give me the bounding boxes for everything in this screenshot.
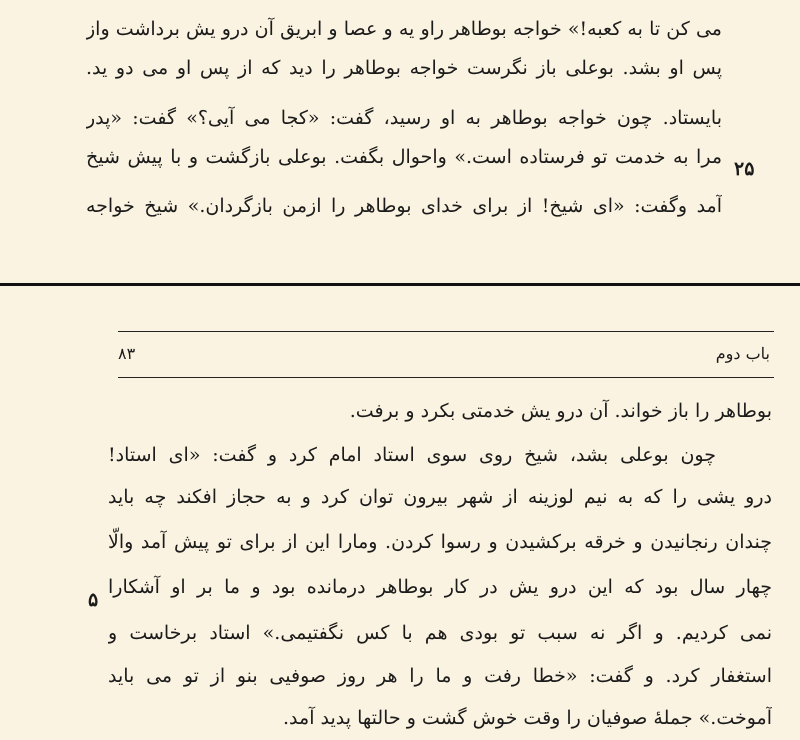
page-number: ۸۳	[118, 344, 136, 363]
text-line: بایستاد. چون خواجه بوطاهر به او رسید، گفت: «کجا می آیی؟» گفت: «پدر	[86, 107, 722, 129]
line-number: ۵	[88, 589, 99, 611]
text-line: چندان رنجانیدن و خرقه برکشیدن و رسوا کردن. ومارا این از برای تو پیش آمد والّا	[108, 531, 772, 553]
running-header	[118, 341, 774, 367]
text-line: مرا به خدمت تو فرستاده است.» واحوال بگفت. بوعلی بازگشت و با پیش شیخ	[86, 146, 722, 168]
text-line: بوطاهر را باز خواند. آن درو یش خدمتی بکرد و برفت.	[349, 400, 772, 422]
text-line: آمد وگفت: «ای شیخ! از برای خدای بوطاهر را ازمن بازگردان.» شیخ خواجه	[86, 195, 722, 217]
top-page	[0, 0, 800, 283]
text-line: استغفار کرد. و گفت: «خطا رفت و ما را هر روز صوفیی بنو از تو می باید	[108, 665, 772, 687]
header-rule-top	[118, 331, 774, 332]
text-line: درو یشی را که به نیم لوزینه از شهر بیرون توان کرد و به حجاز افکند چه باید	[108, 486, 772, 508]
text-line: نمی کردیم. و اگر نه سبب تو بودی هم با کس نگفتیمی.» استاد برخاست و	[108, 622, 772, 644]
bottom-page	[0, 286, 800, 740]
text-line: چهار سال بود که این درو یش در کار بوطاهر درمانده بود و ما بر او آشکارا	[108, 576, 772, 598]
chapter-title: باب دوم	[715, 344, 770, 363]
header-rule-bottom	[118, 377, 774, 378]
text-line: آموخت.» جملهٔ صوفیان را وقت خوش گشت و حالتها پدید آمد.	[283, 707, 772, 729]
text-line: پس او بشد. بوعلی باز نگرست خواجه بوطاهر را دید که از پس او می دو ید.	[86, 57, 722, 79]
line-number: ۲۵	[734, 158, 755, 180]
text-line: می کن تا به کعبه!» خواجه بوطاهر راو یه و عصا و ابریق آن درو یش برداشت واز	[86, 18, 722, 40]
text-line: چون بوعلی بشد، شیخ روی سوی استاد امام کرد و گفت: «ای استاد!	[108, 444, 716, 466]
